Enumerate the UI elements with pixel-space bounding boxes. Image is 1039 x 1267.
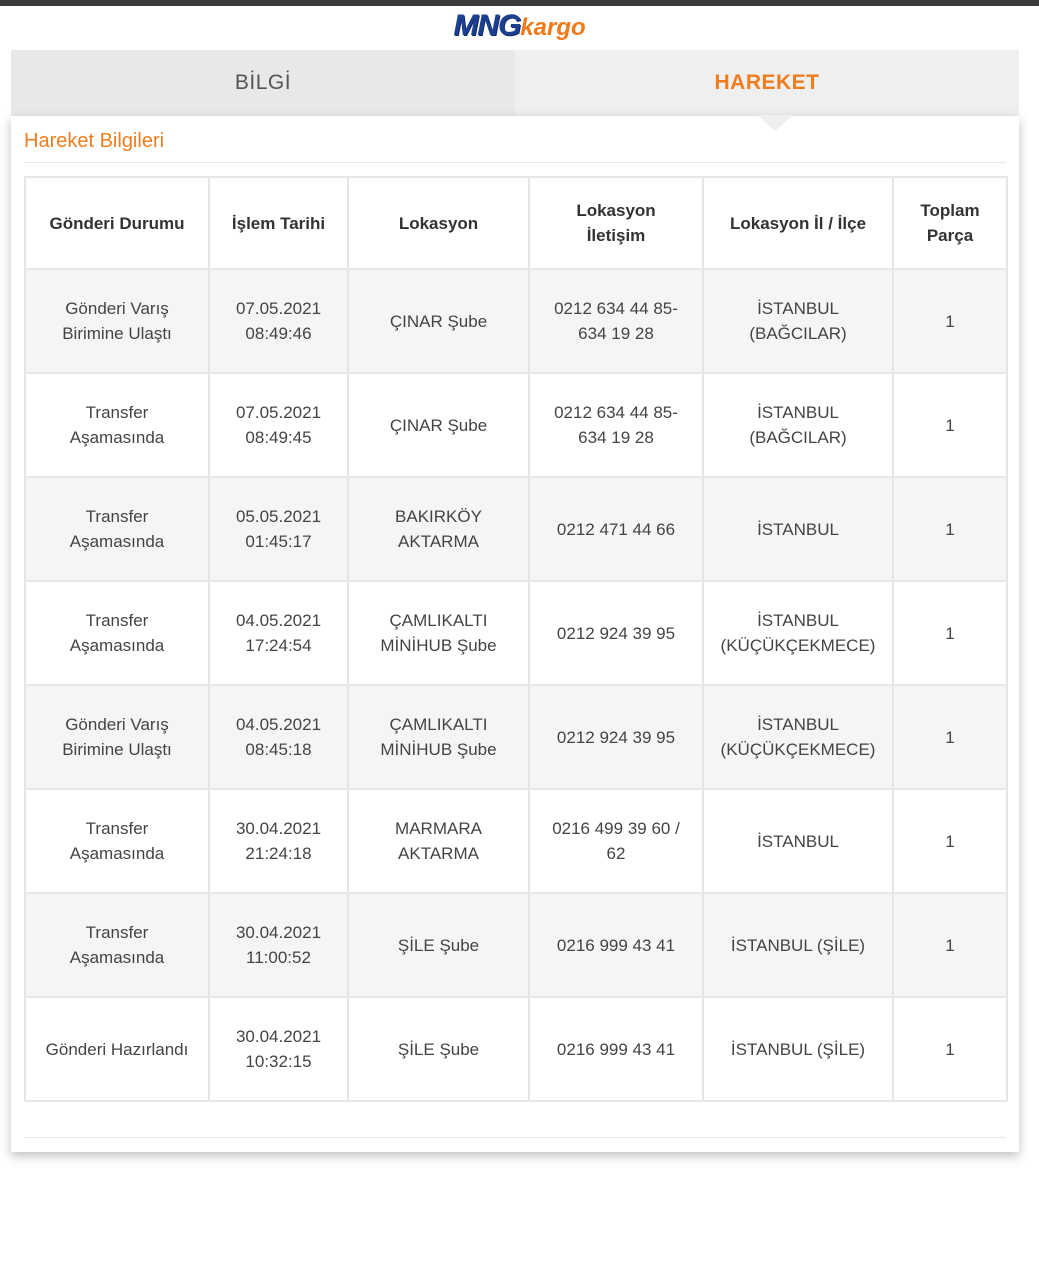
cell-line: 04.05.2021 (235, 715, 322, 734)
cell-line: 30.04.2021 (235, 1027, 322, 1046)
cell-contact (529, 269, 703, 373)
cell-line: İSTANBUL (757, 831, 839, 851)
cell-line: Aşamasında (69, 636, 165, 655)
cell-contact (529, 893, 703, 997)
tab-hareket[interactable] (515, 50, 1019, 116)
tab-hareket-label: HAREKET (714, 71, 820, 94)
cell-line: 1 (945, 311, 955, 331)
cell-count (893, 789, 1007, 893)
cell-line: İSTANBUL (757, 611, 839, 630)
cell-line: MİNİHUB Şube (380, 636, 497, 655)
cell-count (893, 893, 1007, 997)
cell-line: Toplam (920, 201, 980, 220)
cell-line: 05.05.2021 (235, 507, 322, 526)
cell-line: Lokasyon (398, 213, 479, 233)
cell-line: 04.05.2021 (235, 611, 322, 630)
cell-city (703, 269, 893, 373)
cell-line: ÇINAR Şube (389, 311, 488, 331)
cell-line: (KÜÇÜKÇEKMECE) (720, 740, 876, 759)
cell-line: AKTARMA (398, 844, 479, 863)
cell-status (25, 893, 209, 997)
cell-line: (BAĞCILAR) (749, 428, 847, 447)
table-row (25, 581, 1007, 685)
cell-date (209, 893, 348, 997)
cell-line: 1 (945, 519, 955, 539)
tab-bilgi[interactable] (11, 50, 515, 116)
cell-line: 1 (945, 623, 955, 643)
cell-city (703, 581, 893, 685)
cell-count (893, 373, 1007, 477)
cell-line: 634 19 28 (578, 324, 654, 343)
cell-line: 10:32:15 (245, 1052, 312, 1071)
cell-city (703, 997, 893, 1101)
cell-line: İSTANBUL (757, 299, 839, 318)
cell-city (703, 893, 893, 997)
cell-date (209, 997, 348, 1101)
cell-count (893, 477, 1007, 581)
cell-line: Lokasyon İl / İlçe (729, 213, 867, 233)
cell-contact (529, 373, 703, 477)
logo-mng: MNG (453, 9, 521, 42)
cell-status (25, 997, 209, 1101)
cell-count (893, 269, 1007, 373)
table-row (25, 997, 1007, 1101)
cell-line: 07.05.2021 (235, 299, 322, 318)
cell-line: Gönderi Durumu (49, 213, 185, 233)
cell-line: Gönderi Varış (65, 715, 169, 734)
cell-contact (529, 685, 703, 789)
cell-line: ÇAMLIKALTI (389, 611, 488, 630)
cell-line: 30.04.2021 (235, 819, 322, 838)
cell-location (348, 269, 529, 373)
cell-line: Parça (926, 226, 974, 245)
cell-status (25, 685, 209, 789)
cell-line: 0212 924 39 95 (556, 623, 676, 643)
tab-bilgi-label: BİLGİ (234, 71, 292, 94)
cell-line: 0212 924 39 95 (556, 727, 676, 747)
cell-line: Lokasyon (576, 201, 656, 220)
cell-line: ŞİLE Şube (397, 935, 480, 955)
cell-line: Birimine Ulaştı (62, 324, 172, 343)
cell-line: 08:49:45 (245, 428, 312, 447)
cell-line: 0212 634 44 85- (554, 299, 678, 318)
cell-line: MİNİHUB Şube (380, 740, 497, 759)
cell-line: Aşamasında (69, 532, 165, 551)
cell-city (703, 789, 893, 893)
cell-city (703, 373, 893, 477)
cell-location (348, 581, 529, 685)
cell-line: 0216 999 43 41 (556, 935, 676, 955)
cell-line: 11:00:52 (246, 948, 311, 967)
cell-date (209, 373, 348, 477)
logo-kargo: kargo (520, 14, 586, 41)
cell-line: 08:49:46 (245, 324, 312, 343)
cell-line: Transfer (85, 507, 149, 526)
header-location (348, 177, 529, 269)
cell-location (348, 893, 529, 997)
cell-line: 0216 499 39 60 / (552, 819, 680, 838)
cell-line: 0212 471 44 66 (556, 519, 676, 539)
cell-line: Transfer (85, 819, 149, 838)
cell-line: ÇINAR Şube (389, 415, 488, 435)
cell-location (348, 477, 529, 581)
cell-status (25, 477, 209, 581)
cell-line: 0212 634 44 85- (554, 403, 678, 422)
cell-location (348, 997, 529, 1101)
cell-count (893, 581, 1007, 685)
cell-contact (529, 477, 703, 581)
cell-line: 1 (945, 727, 955, 747)
cell-date (209, 789, 348, 893)
cell-line: İSTANBUL (757, 519, 839, 539)
cell-line: 0216 999 43 41 (556, 1039, 676, 1059)
tab-bar (11, 50, 1019, 116)
cell-line: İSTANBUL (ŞİLE) (730, 935, 866, 955)
cell-line: 1 (945, 935, 955, 955)
cell-line: AKTARMA (398, 532, 479, 551)
header-city (703, 177, 893, 269)
cell-line: İşlem Tarihi (231, 213, 326, 233)
cell-line: Birimine Ulaştı (62, 740, 172, 759)
cell-contact (529, 581, 703, 685)
cell-location (348, 789, 529, 893)
cell-line: Gönderi Varış (65, 299, 169, 318)
cell-city (703, 477, 893, 581)
cell-line: Gönderi Hazırlandı (45, 1039, 189, 1059)
cell-count (893, 685, 1007, 789)
header-status (25, 177, 209, 269)
active-tab-indicator (757, 115, 793, 131)
top-bar (0, 0, 1039, 6)
cell-line: ŞİLE Şube (397, 1039, 480, 1059)
cell-date (209, 685, 348, 789)
divider (24, 1137, 1006, 1138)
cell-contact (529, 789, 703, 893)
cell-line: 07.05.2021 (235, 403, 322, 422)
cell-line: 17:24:54 (245, 636, 312, 655)
cell-line: İSTANBUL (ŞİLE) (730, 1039, 866, 1059)
cell-status (25, 581, 209, 685)
cell-line: (KÜÇÜKÇEKMECE) (720, 636, 876, 655)
divider (24, 162, 1006, 163)
header-date (209, 177, 348, 269)
cell-city (703, 685, 893, 789)
cell-line: İSTANBUL (757, 715, 839, 734)
cell-count (893, 997, 1007, 1101)
movement-table (24, 176, 1008, 1102)
table-header-row (25, 177, 1007, 269)
cell-line: MARMARA (395, 819, 482, 838)
table-row (25, 893, 1007, 997)
cell-line: Transfer (85, 923, 149, 942)
cell-line: 08:45:18 (245, 740, 312, 759)
cell-line: 634 19 28 (578, 428, 654, 447)
cell-line: 1 (945, 831, 955, 851)
cell-line: Aşamasında (69, 844, 165, 863)
section-title: Hareket Bilgileri (24, 130, 165, 152)
cell-line: Aşamasında (69, 948, 165, 967)
table-body (25, 269, 1007, 1101)
cell-status (25, 789, 209, 893)
table-row (25, 269, 1007, 373)
cell-line: 62 (606, 844, 626, 863)
table-row (25, 477, 1007, 581)
cell-line: 30.04.2021 (235, 923, 322, 942)
header-count (893, 177, 1007, 269)
cell-line: Transfer (85, 403, 149, 422)
cell-line: İletişim (586, 226, 646, 245)
cell-contact (529, 997, 703, 1101)
cell-date (209, 477, 348, 581)
cell-status (25, 373, 209, 477)
table-row (25, 373, 1007, 477)
cell-line: Transfer (85, 611, 149, 630)
cell-line: 21:24:18 (245, 844, 312, 863)
cell-line: (BAĞCILAR) (749, 324, 847, 343)
cell-location (348, 373, 529, 477)
cell-line: İSTANBUL (757, 403, 839, 422)
cell-date (209, 581, 348, 685)
cell-date (209, 269, 348, 373)
cell-line: 1 (945, 415, 955, 435)
cell-line: 1 (945, 1039, 955, 1059)
cell-location (348, 685, 529, 789)
header-contact (529, 177, 703, 269)
table-row (25, 685, 1007, 789)
cell-line: Aşamasında (69, 428, 165, 447)
cell-line: ÇAMLIKALTI (389, 715, 488, 734)
table-row (25, 789, 1007, 893)
cell-line: BAKIRKÖY (395, 507, 482, 526)
cell-status (25, 269, 209, 373)
hareket-panel (11, 116, 1019, 1152)
mng-kargo-logo (0, 8, 1039, 44)
cell-line: 01:45:17 (245, 532, 312, 551)
